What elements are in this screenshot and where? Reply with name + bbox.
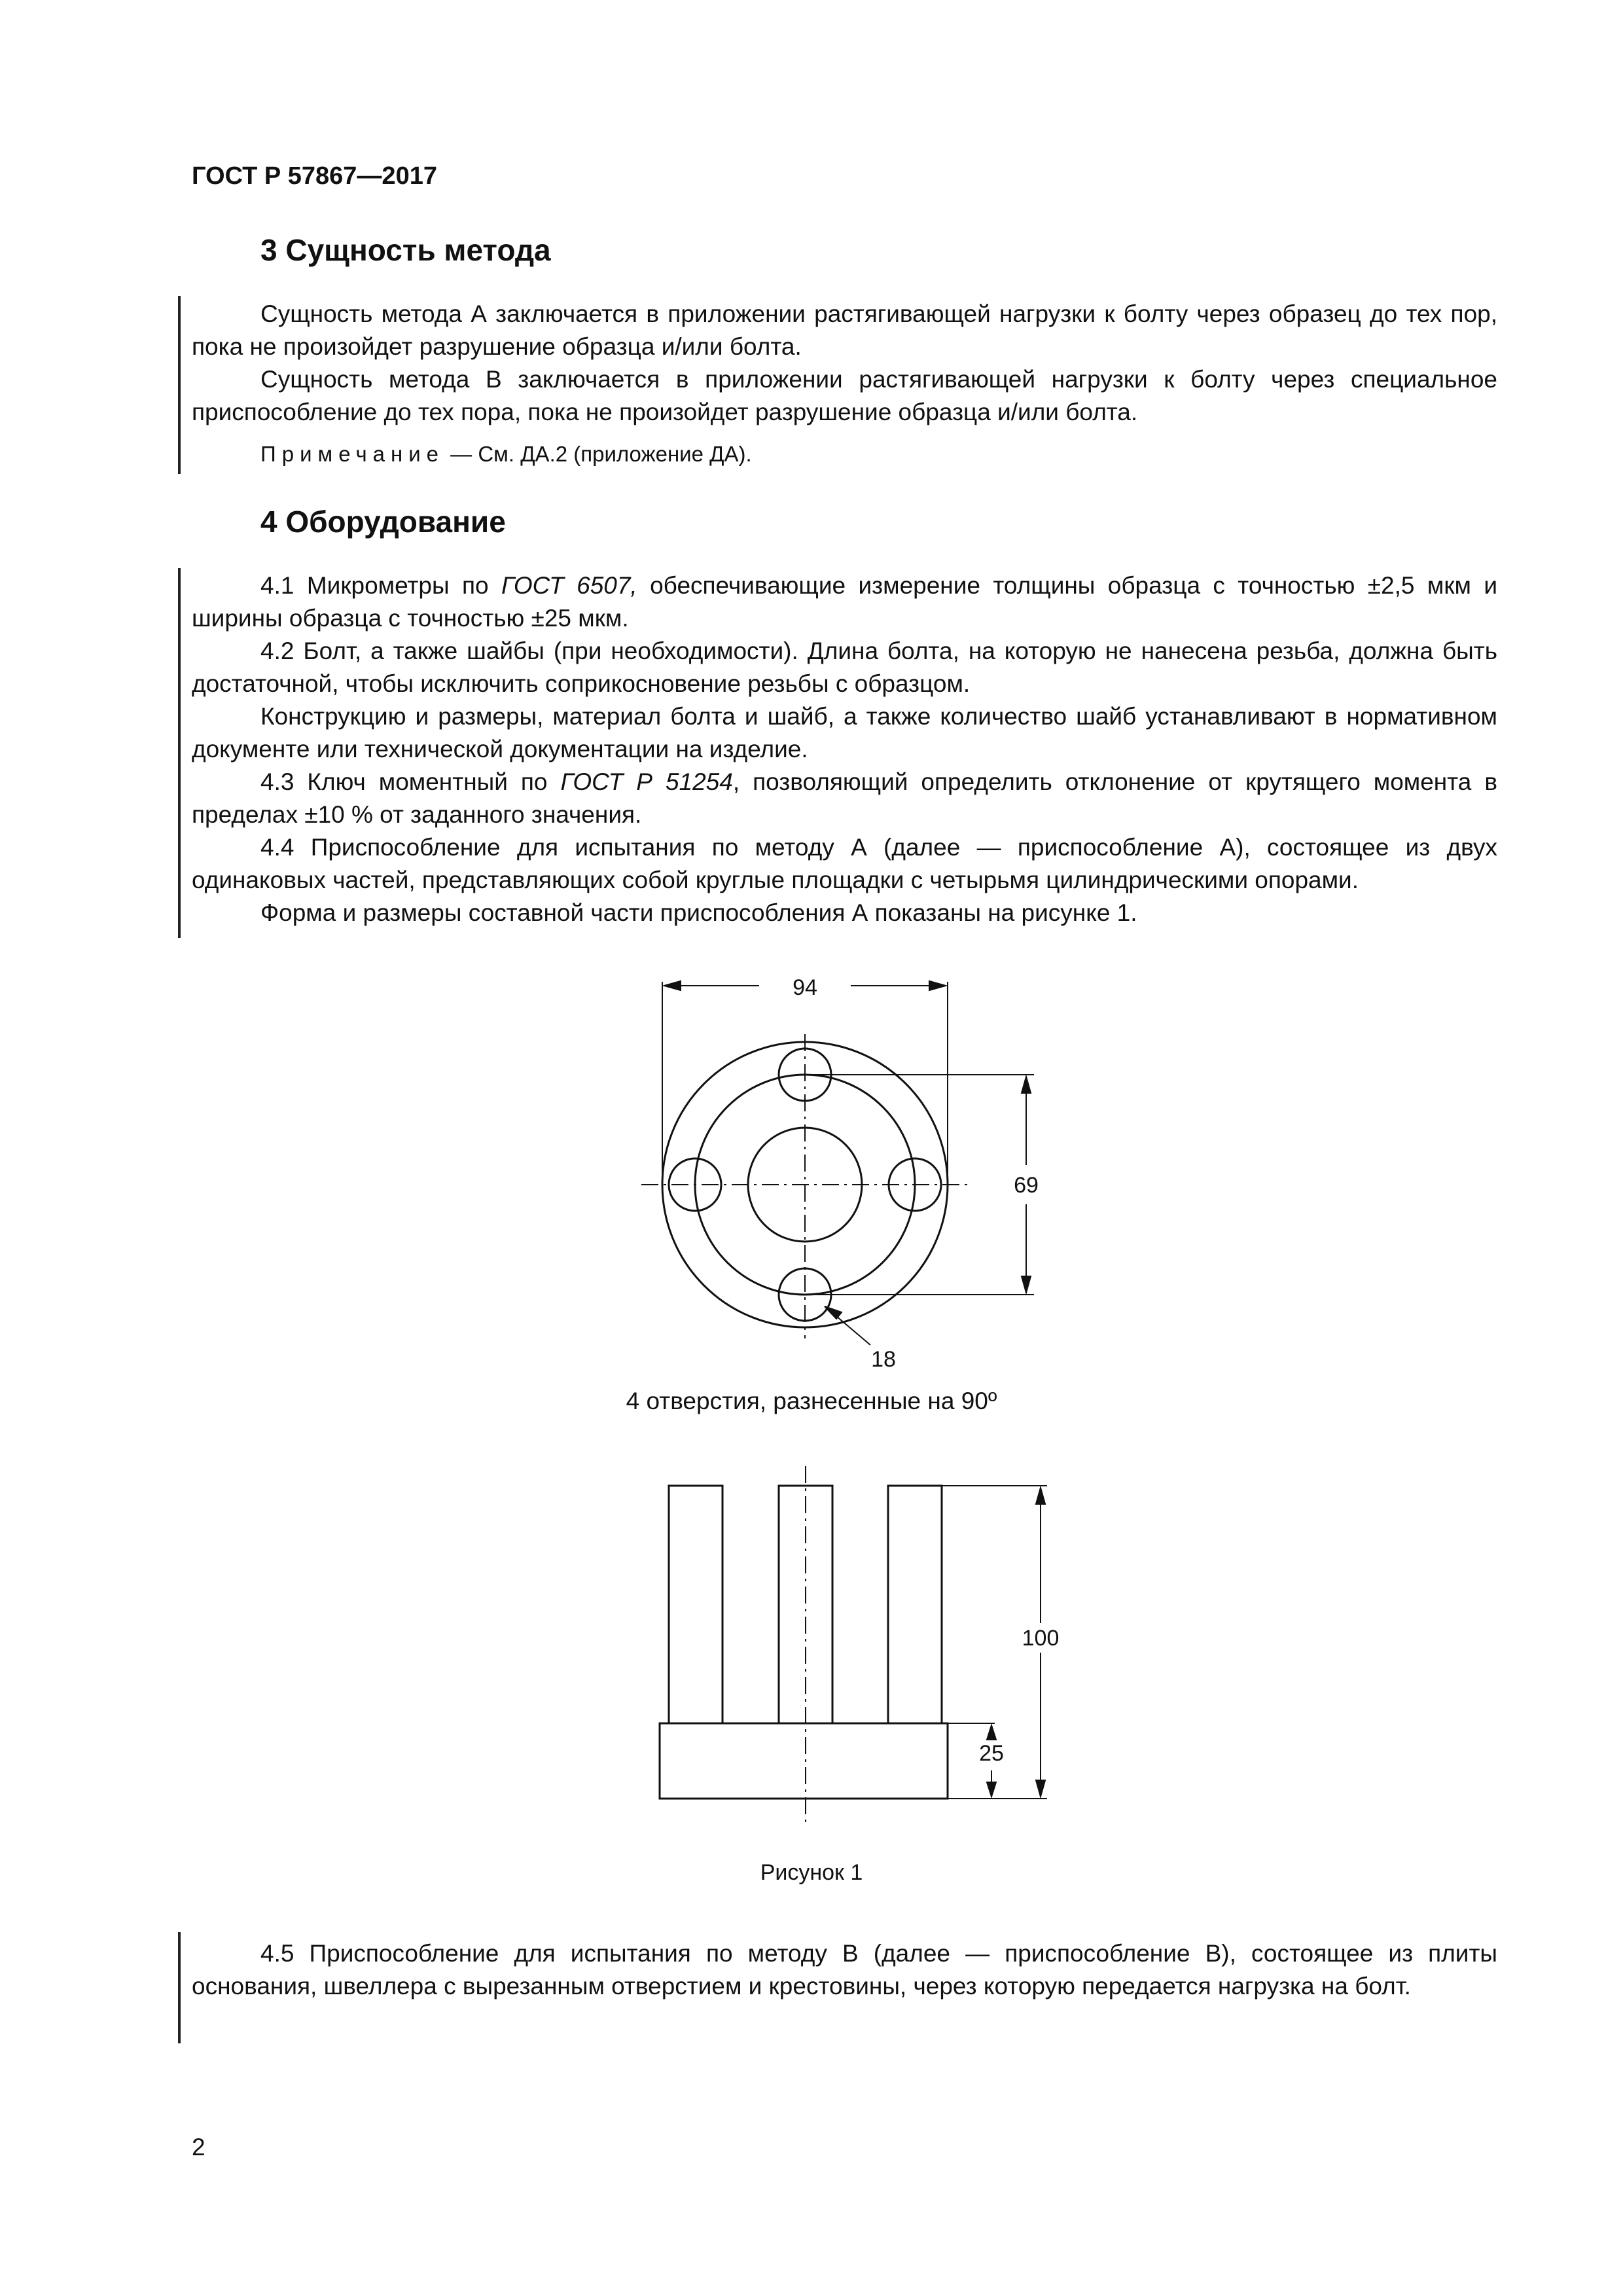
ref-gost-r-51254: ГОСТ Р 51254 bbox=[560, 768, 733, 795]
para-4-4-b: Форма и размеры составной части приспособления А показаны на рисунке 1. bbox=[260, 899, 1137, 926]
section-3-title: 3 Сущность метода bbox=[260, 233, 551, 267]
support-post-left bbox=[669, 1486, 722, 1723]
plan-caption: 4 отверстия, разнесенные на 90º bbox=[626, 1388, 997, 1414]
section-3-para-2: Сущность метода В заключается в приложении растягивающей нагрузки к болту через специальное приспособление до тех пора, пока не произойдет разрушение образца и/или болта. bbox=[192, 366, 1497, 425]
base-plate bbox=[660, 1723, 948, 1799]
para-4-5: 4.5 Приспособление для испытания по методу В (далее — приспособление В), состоящее из плиты основания, швеллера с вырезанным отверстием и крестовины, через которую передается нагрузка на болт. bbox=[192, 1940, 1497, 2000]
figure-side-view bbox=[622, 1460, 1113, 1852]
change-bar bbox=[178, 296, 181, 474]
figure-caption: Рисунок 1 bbox=[760, 1860, 863, 1885]
section-4-body bbox=[192, 569, 1497, 929]
dim-hole-label: 18 bbox=[871, 1347, 896, 1372]
dim-base-label: 25 bbox=[979, 1741, 1004, 1766]
para-4-2: 4.2 Болт, а также шайбы (при необходимости). Длина болта, на которую не нанесена резьба, должна быть достаточной, чтобы исключить соприкосновение резьбы с образцом. bbox=[192, 637, 1497, 697]
note-text: — См. ДА.2 (приложение ДА). bbox=[444, 442, 752, 466]
section-3-note bbox=[260, 442, 752, 467]
section-4-title: 4 Оборудование bbox=[260, 505, 506, 539]
note-label: Примечание bbox=[260, 442, 445, 466]
section-3-body bbox=[192, 298, 1497, 429]
dim-height-label: 100 bbox=[1022, 1626, 1060, 1651]
support-post-right bbox=[888, 1486, 942, 1723]
dim-diameter-label: 94 bbox=[793, 975, 817, 1000]
ref-gost-6507: ГОСТ 6507, bbox=[501, 572, 637, 599]
document-header: ГОСТ Р 57867—2017 bbox=[192, 162, 437, 190]
section-3-para-1: Сущность метода А заключается в приложении растягивающей нагрузки к болту через образец до тех пор, пока не произойдет разрушение образца и/или болта. bbox=[192, 300, 1497, 360]
para-4-2-b: Конструкцию и размеры, материал болта и шайб, а также количество шайб устанавливают в нормативном документе или технической документации на изделие. bbox=[192, 703, 1497, 762]
change-bar bbox=[178, 1932, 181, 2043]
para-4-3: 4.3 Ключ моментный по ГОСТ Р 51254, позволяющий определить отклонение от крутящего момента в пределах ±10 % от заданного значения. bbox=[192, 768, 1497, 828]
para-4-5-block bbox=[192, 1937, 1497, 2003]
change-bar bbox=[178, 568, 181, 938]
page-number: 2 bbox=[192, 2134, 205, 2161]
dim-spacing-label: 69 bbox=[1014, 1173, 1039, 1198]
para-4-4: 4.4 Приспособление для испытания по методу А (далее — приспособление А), состоящее из двух одинаковых частей, представляющих собой круглые площадки с четырьмя цилиндрическими опорами. bbox=[192, 834, 1497, 893]
para-4-1: 4.1 Микрометры по ГОСТ 6507, обеспечивающие измерение толщины образца с точностью ±2,5 мкм и ширины образца с точностью ±25 мкм. bbox=[192, 572, 1497, 632]
figure-plan-view bbox=[589, 956, 1113, 1427]
